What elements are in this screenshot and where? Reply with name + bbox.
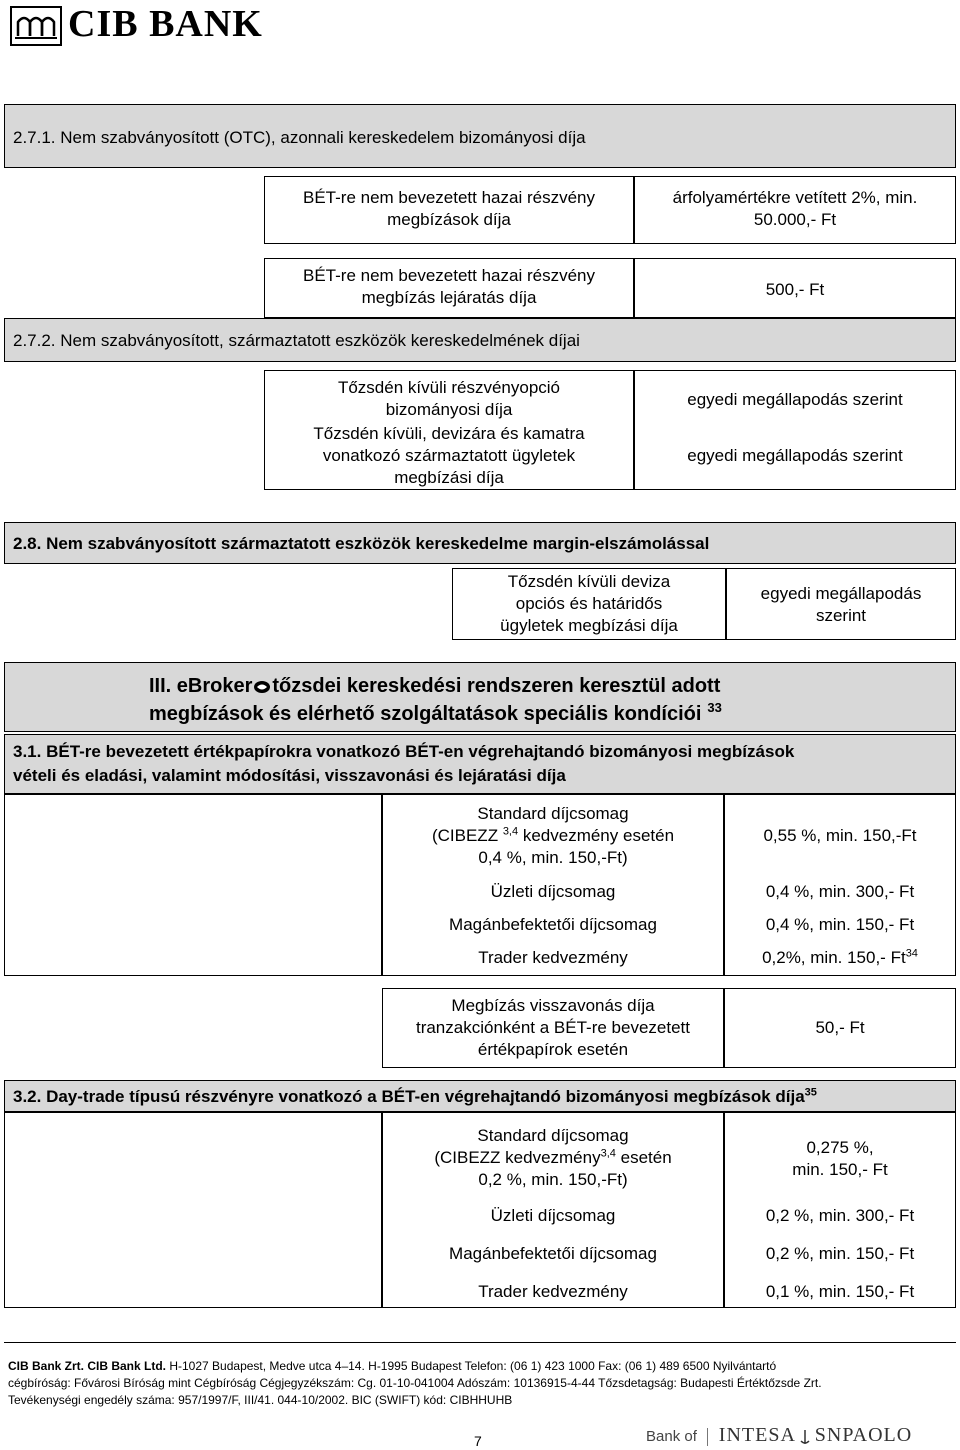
footnote-ref-35: 35: [804, 1086, 817, 1099]
logo-separator: [707, 1428, 708, 1446]
section-3-heading: [149, 673, 720, 699]
section-271-title: 2.7.1. Nem szabványosított (OTC), azonnali kereskedelem bizományosi díja: [13, 128, 586, 147]
s31-standard-line2a: (CIBEZZ: [431, 826, 503, 845]
section-272-title-box: [4, 318, 956, 362]
footnote-ref-34: 34: [905, 947, 918, 960]
footnote-ref-33: 33: [707, 700, 722, 716]
s32-value-cell: [724, 1112, 956, 1308]
s272-value-cell: [634, 370, 956, 490]
footnote-ref-3-4: 3,4: [502, 825, 519, 838]
page-number: 7: [474, 1433, 482, 1449]
s31-visszavonas-line1: Megbízás visszavonás díja: [451, 996, 655, 1015]
s31-visszavonas-line3: értékpapírok esetén: [477, 1040, 629, 1059]
s32-standard-line2a: (CIBEZZ kedvezmény: [434, 1148, 601, 1167]
section-32-title: [13, 1086, 817, 1108]
s28-value-line1: egyedi megállapodás: [760, 584, 922, 603]
intesa-text: INTESA: [718, 1424, 796, 1446]
s31-standard-line1: Standard díjcsomag: [477, 804, 629, 823]
section-3-heading-box: [4, 662, 956, 732]
s32-left-blank-cell: [4, 1112, 382, 1308]
s271-row2-label: [265, 265, 633, 309]
s272-row2-label-line2: vonatkozó származtatott ügyletek: [322, 446, 576, 465]
s28-label-line1: Tőzsdén kívüli deviza: [507, 572, 671, 591]
s271-row2-label-cell: [264, 258, 634, 318]
s272-label-cell: [264, 370, 634, 490]
s32-standard-value: [725, 1137, 955, 1181]
s31-standard-line3: 0,4 %, min. 150,-Ft): [478, 848, 628, 867]
s271-row1-label-cell: [264, 176, 634, 244]
footer-company: CIB Bank Zrt. CIB Bank Ltd.: [8, 1359, 167, 1373]
s28-value: [727, 583, 955, 627]
section-3-heading-line2-text: megbízások és elérhető szolgáltatások speciális kondíciói: [149, 703, 702, 725]
s31-visszavonas-label: [383, 995, 723, 1061]
s31-visszavonas-line2: tranzakciónként a BÉT-re bevezetett: [415, 1018, 691, 1037]
s32-standard-line3: 0,2 %, min. 150,-Ft): [478, 1170, 628, 1189]
logo-text: CIB BANK: [68, 3, 263, 45]
bank-logo: [10, 4, 280, 48]
section-32-title-box: [4, 1080, 956, 1112]
s272-row1-label-line2: bizományosi díja: [385, 400, 513, 419]
s32-standard-line1: Standard díjcsomag: [477, 1126, 629, 1145]
s31-magan-label: Magánbefektetői díjcsomag: [449, 915, 657, 934]
section-32-title-text: 3.2. Day-trade típusú részvényre vonatkozó a BÉT-en végrehajtandó bizományosi megbízások díja: [13, 1087, 805, 1106]
s32-uzleti-value: 0,2 %, min. 300,- Ft: [765, 1206, 915, 1225]
s272-row1-label-line1: Tőzsdén kívüli részvényopció: [337, 378, 561, 397]
footer-divider: [4, 1342, 956, 1343]
footer-line1: [8, 1358, 776, 1374]
s271-row2-value: 500,- Ft: [765, 280, 825, 299]
s32-trader-label: Trader kedvezmény: [478, 1282, 628, 1301]
s31-magan-value: 0,4 %, min. 150,- Ft: [765, 915, 915, 934]
bank-of-text: Bank of: [646, 1428, 697, 1445]
s32-trader-value: 0,1 %, min. 150,- Ft: [765, 1282, 915, 1301]
footer-line1-rest: H-1027 Budapest, Medve utca 4–14. H-1995 Budapest Telefon: (06 1) 423 1000 Fax: (06 1) 489 6500 Nyilvántartó: [166, 1359, 777, 1373]
s28-label-line3: ügyletek megbízási díja: [500, 616, 678, 635]
s271-row1-value-line1: árfolyamértékre vetített 2%, min.: [672, 188, 918, 207]
s31-trader-label: Trader kedvezmény: [478, 948, 628, 967]
footer-line2: cégbíróság: Fővárosi Bíróság mint Cégbíróság Cégjegyzékszám: Cg. 01-10-041004 Adószám: 10136915-4-44 Tőzsdetagság: Budapesti Értéktőzsde Zrt.: [8, 1376, 822, 1390]
s32-standard-value-line2: min. 150,- Ft: [792, 1160, 888, 1179]
s31-standard-label: [383, 803, 723, 869]
bank-building-icon: [10, 6, 62, 46]
footer-line3: Tevékenységi engedély száma: 957/1997/F, III/41. 044-10/2002. BIC (SWIFT) kód: CIBHHUHB: [8, 1393, 513, 1407]
s28-label-cell: [452, 568, 726, 640]
s31-trader-value: [725, 947, 955, 969]
s28-label: [453, 571, 725, 637]
s31-standard-line2: [383, 825, 723, 847]
section-31-title-box: [4, 734, 956, 794]
ebroker-logo-icon: [253, 680, 271, 694]
s28-value-line2: szerint: [815, 606, 867, 625]
section-28-title: 2.8. Nem szabványosított származtatott eszközök kereskedelme margin-elszámolással: [13, 534, 710, 553]
s32-uzleti-label: Üzleti díjcsomag: [490, 1206, 616, 1225]
s31-visszavonas-value-cell: [724, 988, 956, 1068]
s31-standard-line2b: kedvezmény esetén: [518, 826, 675, 845]
section-31-title-line1: 3.1. BÉT-re bevezetett értékpapírokra vonatkozó BÉT-en végrehajtandó bizományosi megbízások: [13, 742, 795, 761]
s31-standard-value: 0,55 %, min. 150,-Ft: [763, 826, 917, 845]
section-28-title-box: [4, 522, 956, 564]
s271-row1-label-line2: megbízások díja: [387, 210, 511, 229]
s32-standard-label: [383, 1125, 723, 1191]
s31-visszavonas-value: 50,- Ft: [815, 1018, 865, 1037]
s272-row2-label-line3: megbízási díja: [394, 468, 504, 487]
s28-value-cell: [726, 568, 956, 640]
s271-row2-label-line1: BÉT-re nem bevezetett hazai részvény: [303, 266, 595, 285]
s28-label-line2: opciós és határidős: [515, 594, 663, 613]
s31-trader-value-text: 0,2%, min. 150,- Ft: [762, 948, 906, 967]
s31-label-cell: [382, 794, 724, 976]
s31-uzleti-value: 0,4 %, min. 300,- Ft: [765, 882, 915, 901]
sanpaolo-ship-icon: [800, 1429, 810, 1445]
s32-magan-value: 0,2 %, min. 150,- Ft: [765, 1244, 915, 1263]
s271-row2-label-line2: megbízás lejáratás díja: [361, 288, 537, 307]
section-31-title-line2: vételi és eladási, valamint módosítási, visszavonási és lejáratási díja: [13, 766, 566, 785]
s32-label-cell: [382, 1112, 724, 1308]
section-3-heading-rest: tőzsdei kereskedési rendszeren keresztül adott: [272, 675, 721, 697]
s271-row1-value-line2: 50.000,- Ft: [753, 210, 837, 229]
section-271-title-box: [4, 104, 956, 168]
s271-row2-value-cell: [634, 258, 956, 318]
sanpaolo-text: SNPAOLO: [814, 1424, 913, 1446]
s271-row1-value: [635, 187, 955, 231]
s32-standard-value-line1: 0,275 %,: [806, 1138, 874, 1157]
s272-row2-label-line1: Tőzsdén kívüli, devizára és kamatra: [313, 424, 585, 443]
s272-row1-label: [265, 377, 633, 421]
s31-uzleti-label: Üzleti díjcsomag: [490, 882, 616, 901]
s32-standard-line2: [383, 1147, 723, 1169]
s272-row1-value: egyedi megállapodás szerint: [687, 390, 903, 409]
s32-magan-label: Magánbefektetői díjcsomag: [449, 1244, 657, 1263]
section-3-heading-prefix: III. eBroker: [149, 675, 253, 697]
s31-visszavonas-label-cell: [382, 988, 724, 1068]
footnote-ref-3-4-b: 3,4: [600, 1147, 616, 1160]
intesa-sanpaolo-logo: [646, 1424, 952, 1448]
s271-row1-label: [265, 187, 633, 231]
s31-value-cell: [724, 794, 956, 976]
s272-row2-value: egyedi megállapodás szerint: [687, 446, 903, 465]
s32-standard-line2b: esetén: [615, 1148, 672, 1167]
section-3-heading-line2: [149, 701, 722, 727]
s271-row1-value-cell: [634, 176, 956, 244]
section-272-title: 2.7.2. Nem szabványosított, származtatott eszközök kereskedelmének díjai: [13, 331, 580, 350]
s271-row1-label-line1: BÉT-re nem bevezetett hazai részvény: [303, 188, 595, 207]
s272-row2-label: [265, 423, 633, 489]
s31-left-blank-cell: [4, 794, 382, 976]
